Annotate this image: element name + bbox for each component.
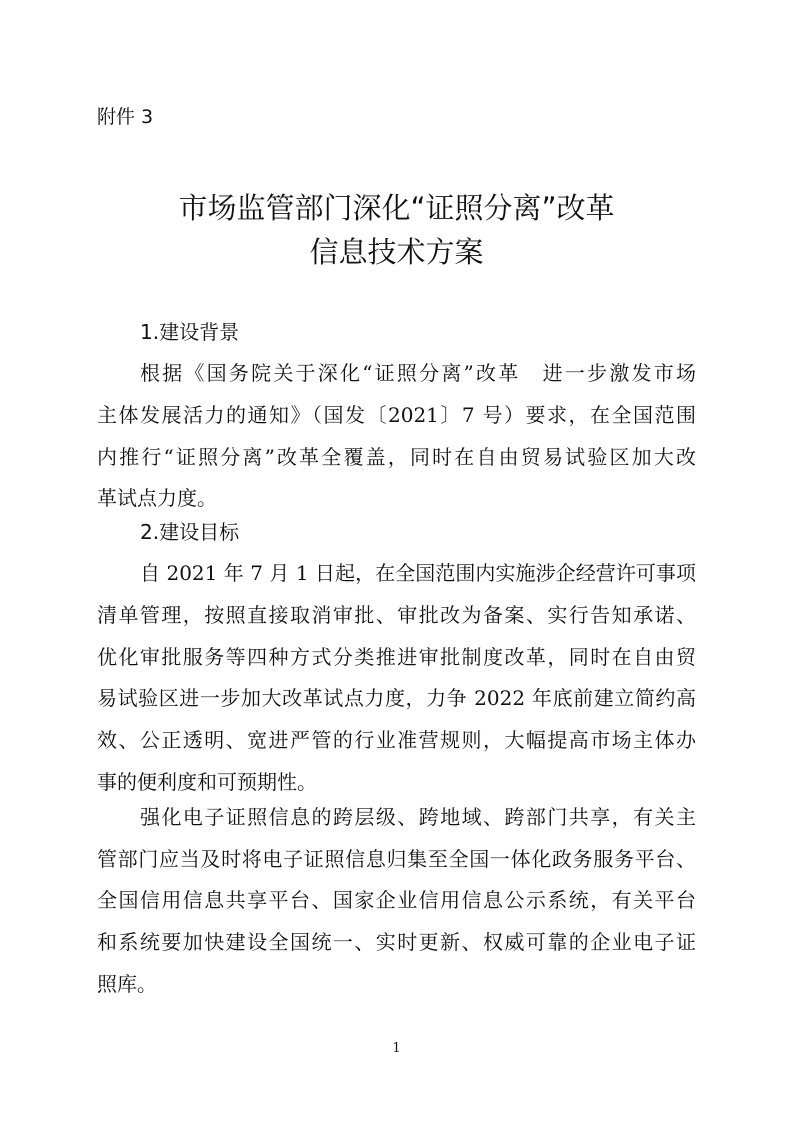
paragraph-line: 自 2021 年 7 月 1 日起，在全国范围内实施涉企经营许可事项 [140, 561, 696, 585]
paragraph-line: 优化审批服务等四种方式分类推进审批制度改革，同时在自由贸 [97, 645, 696, 669]
paragraph-line: 事的便利度和可预期性。 [97, 770, 317, 794]
paragraph-line: 内推行“证照分离”改革全覆盖，同时在自由贸易试验区加大改 [97, 445, 696, 469]
page-number: 1 [392, 1041, 401, 1056]
attachment-label: 附件 3 [97, 106, 154, 128]
paragraph-line: 和系统要加快建设全国统一、实时更新、权威可靠的企业电子证 [97, 930, 696, 954]
paragraph-line: 强化电子证照信息的跨层级、跨地域、跨部门共享，有关主 [140, 805, 696, 829]
section-heading-background: 1.建设背景 [140, 320, 240, 344]
paragraph-line: 清单管理，按照直接取消审批、审批改为备案、实行告知承诺、 [97, 603, 696, 627]
paragraph-line: 效、公正透明、宽进严管的行业准营规则，大幅提高市场主体办 [97, 728, 696, 752]
document-title-line-2: 信息技术方案 [309, 235, 484, 269]
section-heading-goals: 2.建设目标 [140, 520, 240, 544]
document-title-line-1: 市场监管部门深化“证照分离”改革 [178, 191, 615, 225]
paragraph-line: 主体发展活力的通知》（国发〔2021〕7 号）要求，在全国范围 [97, 403, 696, 427]
paragraph-line: 革试点力度。 [97, 486, 217, 510]
paragraph-line: 根据《国务院关于深化“证照分离”改革 进一步激发市场 [140, 361, 696, 385]
paragraph-line: 易试验区进一步加大改革试点力度，力争 2022 年底前建立简约高 [97, 686, 696, 710]
paragraph-line: 照库。 [97, 972, 157, 996]
paragraph-line: 全国信用信息共享平台、国家企业信用信息公示系统，有关平台 [97, 888, 696, 912]
paragraph-line: 管部门应当及时将电子证照信息归集至全国一体化政务服务平台、 [97, 847, 696, 871]
